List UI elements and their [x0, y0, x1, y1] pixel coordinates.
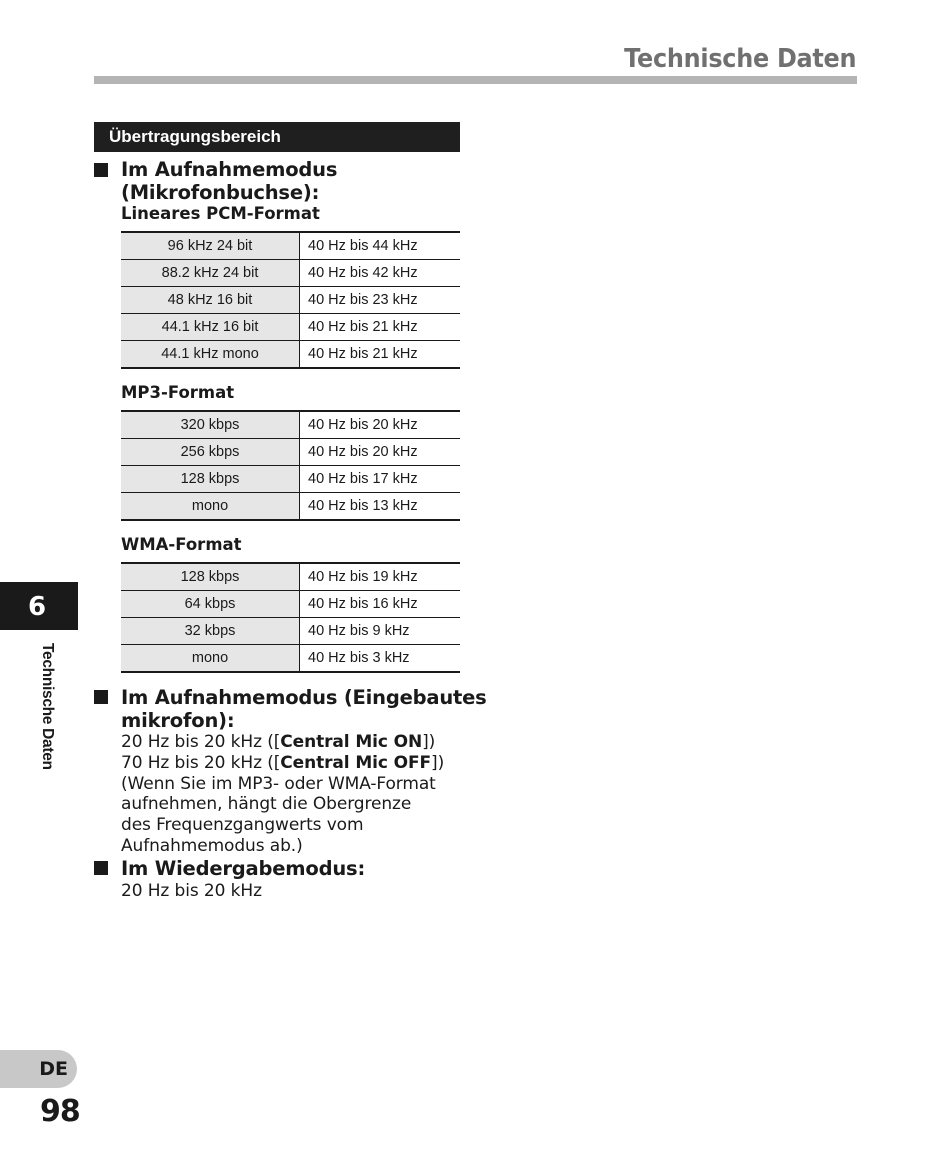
heading-line: mikrofon):	[121, 709, 235, 732]
frequency-range-cell: 40 Hz bis 20 kHz	[300, 439, 461, 466]
format-cell: 44.1 kHz mono	[121, 341, 300, 369]
square-bullet-icon	[94, 690, 108, 704]
format-cell: 48 kHz 16 bit	[121, 287, 300, 314]
frequency-range-cell: 40 Hz bis 3 kHz	[300, 645, 461, 673]
note-line: aufnehmen, hängt die Obergrenze	[121, 794, 412, 815]
note-line: Aufnahmemodus ab.)	[121, 835, 303, 856]
frequency-range-cell: 40 Hz bis 16 kHz	[300, 591, 461, 618]
format-cell: 128 kbps	[121, 563, 300, 591]
format-cell: 96 kHz 24 bit	[121, 232, 300, 260]
frequency-range-cell: 40 Hz bis 9 kHz	[300, 618, 461, 645]
table-row	[121, 232, 460, 260]
playback-range: 20 Hz bis 20 kHz	[121, 881, 262, 901]
square-bullet-icon	[94, 163, 108, 177]
frequency-range-cell: 40 Hz bis 44 kHz	[300, 232, 461, 260]
wma-format-label: WMA-Format	[121, 535, 242, 554]
heading-recording-mic-jack	[121, 158, 337, 204]
frequency-range-cell: 40 Hz bis 13 kHz	[300, 493, 461, 521]
page-number: 98	[40, 1094, 80, 1129]
format-cell: 128 kbps	[121, 466, 300, 493]
table-row	[121, 341, 460, 369]
heading-playback: Im Wiedergabemodus:	[121, 857, 366, 880]
chapter-number-tab: 6	[0, 582, 78, 630]
central-mic-off-line: 70 Hz bis 20 kHz ([Central Mic OFF])	[121, 752, 445, 773]
wma-frequency-table	[121, 562, 460, 673]
format-cell: 256 kbps	[121, 439, 300, 466]
language-badge: DE	[0, 1050, 77, 1088]
heading-line: (Mikrofonbuchse):	[121, 181, 320, 204]
title-rule	[94, 76, 857, 84]
frequency-range-cell: 40 Hz bis 21 kHz	[300, 341, 461, 369]
table-row	[121, 314, 460, 341]
mp3-frequency-table	[121, 410, 460, 521]
frequency-range-cell: 40 Hz bis 23 kHz	[300, 287, 461, 314]
heading-line: Im Aufnahmemodus	[121, 158, 338, 181]
table-row	[121, 645, 460, 673]
table-row	[121, 466, 460, 493]
note-line: des Frequenzgangwerts vom	[121, 815, 364, 836]
format-cell: 44.1 kHz 16 bit	[121, 314, 300, 341]
section-heading-bar: Übertragungsbereich	[94, 122, 460, 152]
format-cell: 64 kbps	[121, 591, 300, 618]
page-title: Technische Daten	[623, 44, 856, 74]
heading-line: Im Aufnahmemodus (Eingebautes	[121, 686, 487, 709]
format-cell: 320 kbps	[121, 411, 300, 439]
table-row	[121, 439, 460, 466]
pcm-frequency-table	[121, 231, 460, 369]
table-row	[121, 287, 460, 314]
frequency-range-cell: 40 Hz bis 21 kHz	[300, 314, 461, 341]
central-mic-on-line: 20 Hz bis 20 kHz ([Central Mic ON])	[121, 732, 436, 752]
table-row	[121, 411, 460, 439]
mp3-format-label: MP3-Format	[121, 383, 235, 402]
table-row	[121, 563, 460, 591]
frequency-range-cell: 40 Hz bis 42 kHz	[300, 260, 461, 287]
table-row	[121, 591, 460, 618]
table-row	[121, 493, 460, 521]
frequency-range-cell: 40 Hz bis 20 kHz	[300, 411, 461, 439]
chapter-side-label: Technische Daten	[39, 643, 56, 770]
table-row	[121, 260, 460, 287]
format-cell: 88.2 kHz 24 bit	[121, 260, 300, 287]
format-cell: mono	[121, 645, 300, 673]
format-cell: 32 kbps	[121, 618, 300, 645]
frequency-range-cell: 40 Hz bis 17 kHz	[300, 466, 461, 493]
square-bullet-icon	[94, 861, 108, 875]
frequency-range-cell: 40 Hz bis 19 kHz	[300, 563, 461, 591]
heading-recording-builtin-mic	[121, 686, 487, 732]
note-line: (Wenn Sie im MP3- oder WMA-Format	[121, 773, 436, 794]
table-row	[121, 618, 460, 645]
format-cell: mono	[121, 493, 300, 521]
pcm-format-label: Lineares PCM-Format	[121, 204, 320, 223]
builtin-mic-details	[121, 732, 444, 857]
